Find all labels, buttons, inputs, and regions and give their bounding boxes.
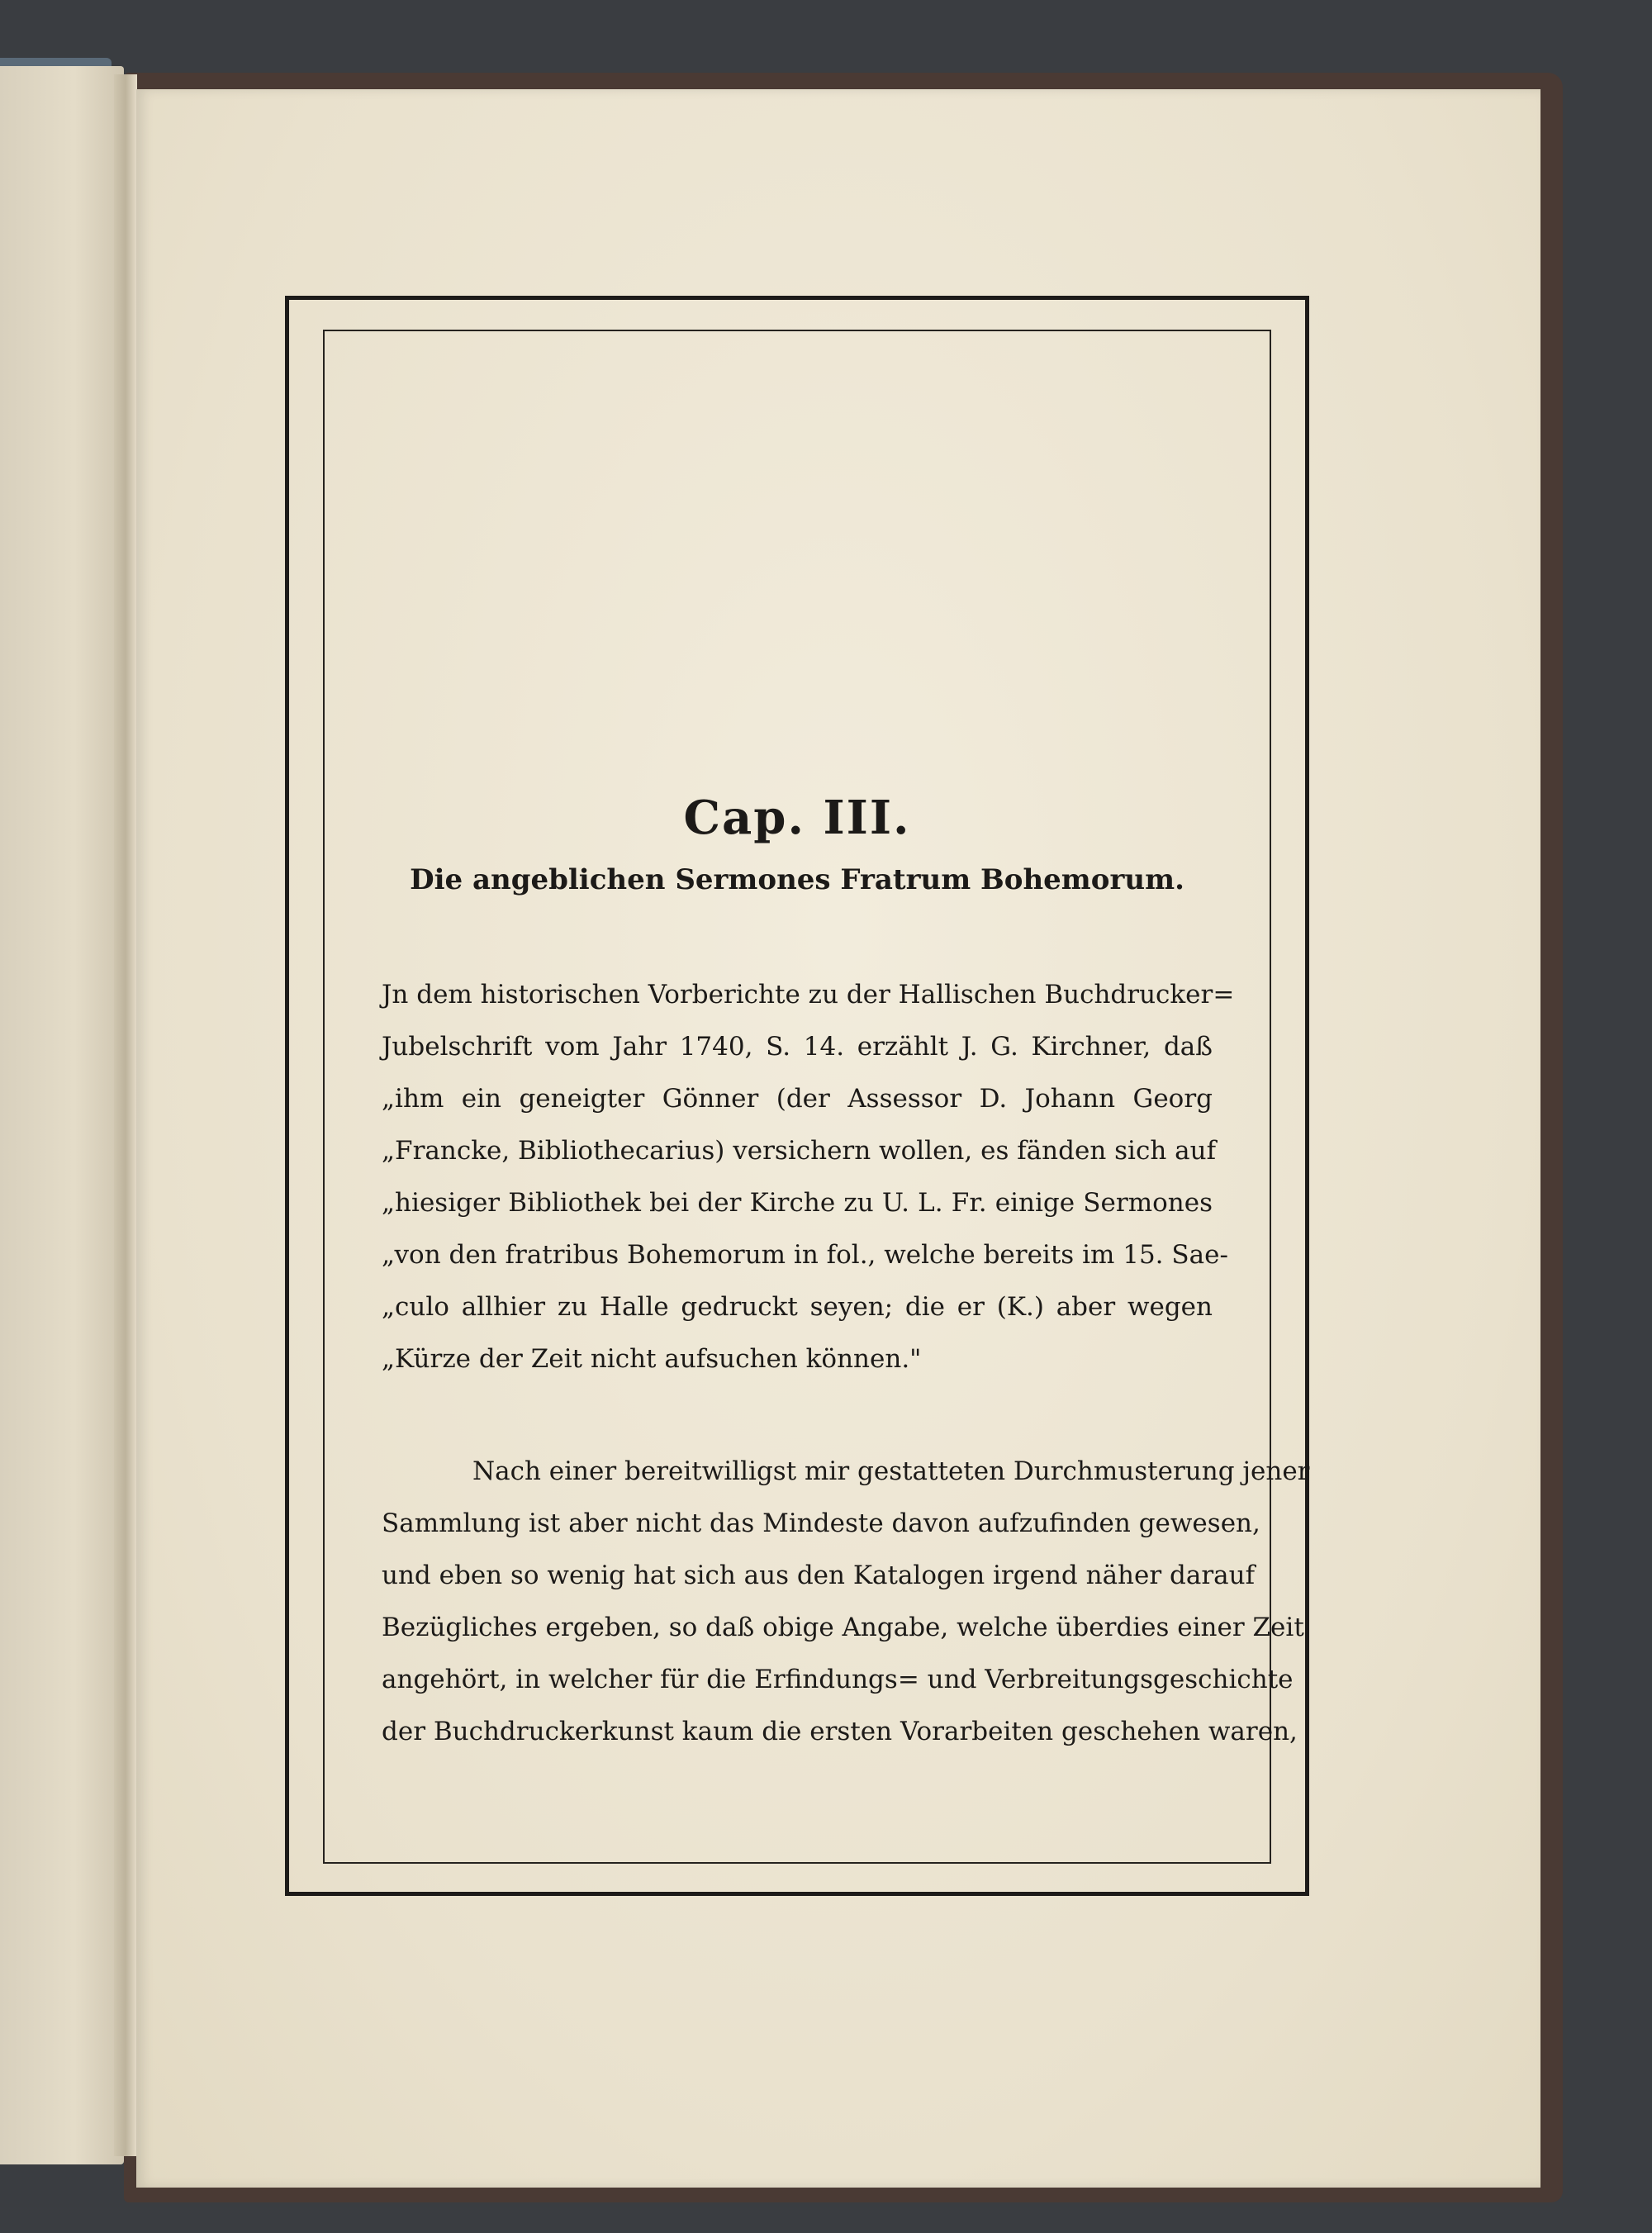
text-line: Nach einer bereitwilligst mir gestatteten Durchmusterung jener (472, 1456, 1310, 1486)
text-line: angehört, in welcher für die Erfindungs= und Verbreitungsgeschichte (382, 1665, 1294, 1694)
text-line: und eben so wenig hat sich aus den Katalogen irgend näher darauf (382, 1561, 1256, 1590)
paragraph-1 (382, 969, 1235, 1385)
text-line: Sammlung ist aber nicht das Mindeste davon aufzufinden gewesen, (382, 1508, 1260, 1538)
text-line: „Francke, Bibliothecarius) versichern wollen, es fänden sich auf (382, 1136, 1217, 1166)
text-line: „von den fratribus Bohemorum in fol., welche bereits im 15. Sae- (382, 1240, 1228, 1270)
text-line: „Kürze der Zeit nicht aufsuchen können." (382, 1344, 922, 1374)
facing-page-edge (0, 66, 124, 2164)
text-line: Jubelschrift vom Jahr 1740, S. 14. erzählt J. G. Kirchner, daß (382, 1032, 1213, 1062)
text-block (382, 781, 1310, 1758)
text-line: Jn dem historischen Vorberichte zu der Hallischen Buchdrucker= (382, 980, 1235, 1010)
book-gutter (114, 74, 137, 2156)
text-line: der Buchdruckerkunst kaum die ersten Vorarbeiten geschehen waren, (382, 1717, 1298, 1746)
text-line: Bezügliches ergeben, so daß obige Angabe, welche überdies einer Zeit (382, 1613, 1304, 1642)
text-line: „culo allhier zu Halle gedruckt seyen; die er (K.) aber wegen (382, 1292, 1213, 1322)
paragraph-2 (382, 1446, 1310, 1758)
chapter-title: Cap. III. (683, 791, 911, 845)
text-line: „ihm ein geneigter Gönner (der Assessor D. Johann Georg (382, 1084, 1213, 1114)
text-line: „hiesiger Bibliothek bei der Kirche zu U. L. Fr. einige Sermones (382, 1188, 1213, 1218)
chapter-subtitle: Die angeblichen Sermones Fratrum Bohemorum. (410, 863, 1184, 896)
